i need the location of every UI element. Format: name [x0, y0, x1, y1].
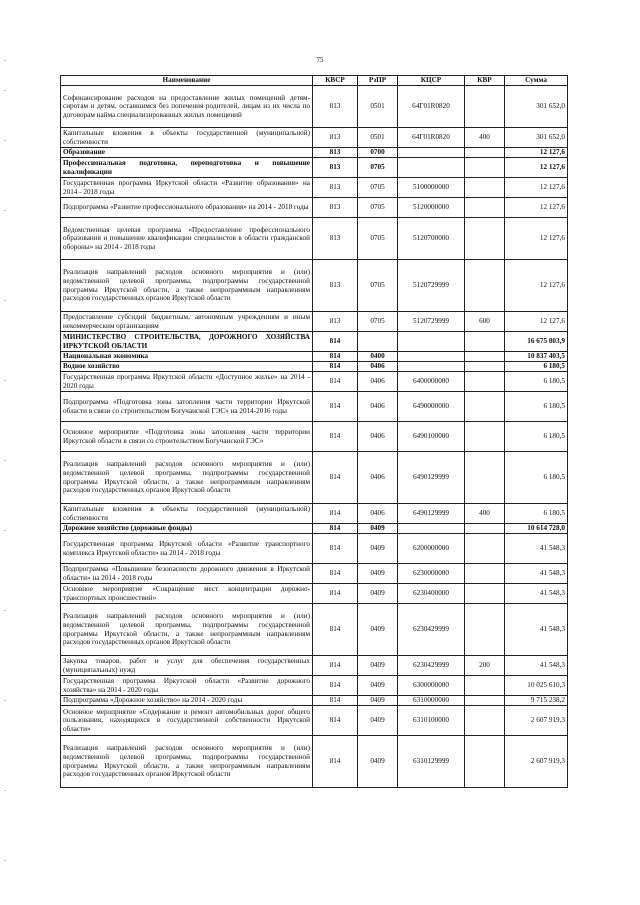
cell-kvsr: 814 — [313, 504, 358, 524]
cell-kvr — [465, 218, 505, 260]
cell-sum: 12 127,6 — [505, 148, 568, 158]
cell-sum: 12 127,6 — [505, 178, 568, 198]
cell-rzpr: 0409 — [358, 534, 398, 564]
cell-name: Реализация направлений расходов основного мероприятия и (или) ведомственной целевой программы, подпрограммы государственной программы Иркутской области, а также непрограммным направлениям расходов государственных органов Иркутской области — [61, 604, 313, 656]
cell-kvsr: 814 — [313, 372, 358, 392]
header-kvr: КВР — [465, 76, 505, 86]
cell-kcsr: 5120000000 — [398, 198, 465, 218]
table-row — [61, 352, 568, 362]
table-row — [61, 86, 568, 128]
cell-name: Государственная программа Иркутской области «Развитие дорожного хозяйства» на 2014 - 2020 годы — [61, 676, 313, 696]
header-kcsr: КЦСР — [398, 76, 465, 86]
cell-rzpr: 0409 — [358, 524, 398, 534]
cell-rzpr: 0501 — [358, 128, 398, 148]
cell-kvsr: 813 — [313, 86, 358, 128]
table-row — [61, 260, 568, 312]
header-kvsr: КВСР — [313, 76, 358, 86]
cell-kcsr — [398, 352, 465, 362]
cell-name: Основное мероприятие «Содержание и ремонт автомобильных дорог общего пользования, находящихся в государственной собственности Иркутской области» — [61, 706, 313, 736]
cell-kvsr: 813 — [313, 158, 358, 178]
cell-rzpr: 0406 — [358, 362, 398, 372]
cell-sum: 2 607 919,3 — [505, 736, 568, 788]
table-row — [61, 198, 568, 218]
cell-name: Национальная экономика — [61, 352, 313, 362]
cell-kcsr — [398, 158, 465, 178]
header-rzpr: РзПР — [358, 76, 398, 86]
cell-kcsr: 6310000000 — [398, 696, 465, 706]
cell-sum: 16 675 803,9 — [505, 332, 568, 352]
cell-kcsr: 6490100000 — [398, 422, 465, 452]
cell-kcsr: 6200000000 — [398, 534, 465, 564]
cell-kvsr: 814 — [313, 534, 358, 564]
cell-sum: 6 180,5 — [505, 504, 568, 524]
header-sum: Сумма — [505, 76, 568, 86]
cell-sum: 10 614 728,0 — [505, 524, 568, 534]
cell-kvsr: 814 — [313, 524, 358, 534]
cell-kcsr: 6400000000 — [398, 372, 465, 392]
cell-kvr — [465, 524, 505, 534]
cell-rzpr: 0400 — [358, 352, 398, 362]
table-row — [61, 706, 568, 736]
cell-name: Закупка товаров, работ и услуг для обеспечения государственных (муниципальных) нужд — [61, 656, 313, 676]
cell-sum: 41 548,3 — [505, 564, 568, 584]
table-row — [61, 676, 568, 696]
cell-kcsr: 6490129999 — [398, 452, 465, 504]
table-row — [61, 736, 568, 788]
table-header-row — [61, 76, 568, 86]
cell-kvsr: 813 — [313, 128, 358, 148]
cell-kvr: 600 — [465, 312, 505, 332]
cell-kcsr — [398, 524, 465, 534]
cell-kvsr: 814 — [313, 676, 358, 696]
cell-kcsr: 5100000000 — [398, 178, 465, 198]
table-row — [61, 362, 568, 372]
cell-sum: 41 548,3 — [505, 604, 568, 656]
cell-name: Дорожное хозяйство (дорожные фонды) — [61, 524, 313, 534]
cell-kvr — [465, 534, 505, 564]
header-name: Наименование — [61, 76, 313, 86]
cell-rzpr: 0406 — [358, 372, 398, 392]
cell-name: Реализация направлений расходов основного мероприятия и (или) ведомственной целевой программы, подпрограммы государственной программы Иркутской области, а также непрограммным направлениям расходов государственных органов Иркутской области — [61, 452, 313, 504]
cell-kvr — [465, 696, 505, 706]
cell-sum: 12 127,6 — [505, 260, 568, 312]
cell-sum: 41 548,3 — [505, 656, 568, 676]
cell-name: Капитальные вложения в объекты государственной (муниципальной) собственности — [61, 128, 313, 148]
table-row — [61, 312, 568, 332]
cell-sum: 301 652,0 — [505, 128, 568, 148]
table-row — [61, 604, 568, 656]
cell-name: Подпрограмма «Дорожное хозяйство» на 2014 - 2020 годы — [61, 696, 313, 706]
cell-name: Государственная программа Иркутской области «Развитие образования» на 2014 - 2018 годы — [61, 178, 313, 198]
cell-rzpr: 0705 — [358, 198, 398, 218]
table-row — [61, 696, 568, 706]
cell-kvr — [465, 158, 505, 178]
cell-kvsr: 814 — [313, 656, 358, 676]
cell-name: Государственная программа Иркутской области «Развитие транспортного комплекса Иркутской области» на 2014 - 2018 годы — [61, 534, 313, 564]
cell-kvsr: 813 — [313, 178, 358, 198]
cell-name: МИНИСТЕРСТВО СТРОИТЕЛЬСТВА, ДОРОЖНОГО ХОЗЯЙСТВА ИРКУТСКОЙ ОБЛАСТИ — [61, 332, 313, 352]
cell-kvr — [465, 362, 505, 372]
cell-rzpr: 0409 — [358, 656, 398, 676]
cell-kvr — [465, 372, 505, 392]
table-row — [61, 564, 568, 584]
cell-kvsr: 814 — [313, 352, 358, 362]
cell-sum: 10 837 403,5 — [505, 352, 568, 362]
cell-sum: 6 180,5 — [505, 362, 568, 372]
table-row — [61, 422, 568, 452]
cell-kvsr: 814 — [313, 332, 358, 352]
cell-name: Подпрограмма «Повышение безопасности дорожного движения в Иркутской области» на 2014 - 2018 годы — [61, 564, 313, 584]
cell-kvsr: 814 — [313, 452, 358, 504]
table-row — [61, 524, 568, 534]
cell-kvsr: 813 — [313, 312, 358, 332]
cell-kvr — [465, 706, 505, 736]
cell-name: Водное хозяйство — [61, 362, 313, 372]
page-number: 75 — [316, 56, 324, 64]
table-row — [61, 148, 568, 158]
cell-kcsr: 6230400000 — [398, 584, 465, 604]
cell-kcsr: 6310129999 — [398, 736, 465, 788]
table-row — [61, 372, 568, 392]
cell-kvsr: 814 — [313, 362, 358, 372]
table-row — [61, 656, 568, 676]
cell-name: Капитальные вложения в объекты государственной (муниципальной) собственности — [61, 504, 313, 524]
cell-sum: 10 025 610,3 — [505, 676, 568, 696]
cell-kvr — [465, 148, 505, 158]
table-row — [61, 128, 568, 148]
cell-name: Предоставление субсидий бюджетным, автономным учреждениям и иным некоммерческим организациям — [61, 312, 313, 332]
cell-sum: 12 127,6 — [505, 158, 568, 178]
cell-kvr — [465, 392, 505, 422]
table-row — [61, 534, 568, 564]
cell-name: Реализация направлений расходов основного мероприятия и (или) ведомственной целевой программы, подпрограммы государственной программы Иркутской области, а также непрограммным направлениям расходов государственных органов Иркутской области — [61, 260, 313, 312]
table-body — [61, 86, 568, 788]
cell-kvr — [465, 178, 505, 198]
cell-kvr — [465, 422, 505, 452]
table-row — [61, 178, 568, 198]
cell-rzpr: 0705 — [358, 218, 398, 260]
cell-rzpr: 0409 — [358, 676, 398, 696]
cell-kvr — [465, 604, 505, 656]
cell-rzpr: 0409 — [358, 696, 398, 706]
cell-name: Реализация направлений расходов основного мероприятия и (или) ведомственной целевой программы, подпрограммы государственной программы Иркутской области, а также непрограммным направлениям расходов государственных органов Иркутской области — [61, 736, 313, 788]
cell-name: Основное мероприятие «Сокращение мест концентрации дорожно-транспортных происшествий» — [61, 584, 313, 604]
cell-kvr — [465, 584, 505, 604]
cell-kcsr: 6310100000 — [398, 706, 465, 736]
cell-kcsr — [398, 362, 465, 372]
cell-kcsr — [398, 332, 465, 352]
cell-kcsr: 6490129999 — [398, 504, 465, 524]
cell-rzpr: 0409 — [358, 584, 398, 604]
cell-kvsr: 814 — [313, 706, 358, 736]
cell-rzpr: 0409 — [358, 604, 398, 656]
cell-sum: 2 607 919,3 — [505, 706, 568, 736]
cell-sum: 6 180,5 — [505, 422, 568, 452]
cell-kvr — [465, 452, 505, 504]
cell-rzpr: 0406 — [358, 392, 398, 422]
cell-kvsr: 813 — [313, 148, 358, 158]
cell-kvr: 200 — [465, 656, 505, 676]
cell-kvr — [465, 332, 505, 352]
cell-kvr — [465, 564, 505, 584]
cell-rzpr: 0409 — [358, 736, 398, 788]
cell-kvsr: 814 — [313, 564, 358, 584]
cell-kvr — [465, 86, 505, 128]
table-row — [61, 332, 568, 352]
cell-kcsr: 5120700000 — [398, 218, 465, 260]
cell-kvsr: 813 — [313, 260, 358, 312]
cell-kcsr: 6230429999 — [398, 656, 465, 676]
table-row — [61, 584, 568, 604]
cell-rzpr: 0700 — [358, 148, 398, 158]
cell-name: Подпрограмма «Подготовка зоны затопления части территории Иркутской области в связи со строительством Богучанской ГЭС» на 2014-2016 годы — [61, 392, 313, 422]
cell-kvsr: 814 — [313, 584, 358, 604]
cell-sum: 6 180,5 — [505, 452, 568, 504]
cell-rzpr: 0406 — [358, 422, 398, 452]
cell-rzpr — [358, 332, 398, 352]
cell-kvr — [465, 260, 505, 312]
budget-table — [60, 75, 568, 788]
cell-kvsr: 814 — [313, 604, 358, 656]
cell-sum: 6 180,5 — [505, 392, 568, 422]
cell-name: Подпрограмма «Развитие профессионального образования» на 2014 - 2018 годы — [61, 198, 313, 218]
cell-rzpr: 0406 — [358, 452, 398, 504]
cell-rzpr: 0705 — [358, 260, 398, 312]
cell-rzpr: 0406 — [358, 504, 398, 524]
cell-kvr — [465, 198, 505, 218]
cell-sum: 9 715 238,2 — [505, 696, 568, 706]
cell-name: Софинансирование расходов на предоставление жилых помещений детям-сиротам и детям, оставшимся без попечения родителей, лицам из их числа по договорам найма специализированных жилых помещений — [61, 86, 313, 128]
cell-name: Государственная программа Иркутской области «Доступное жилье» на 2014 - 2020 годы — [61, 372, 313, 392]
cell-name: Основное мероприятие «Подготовка зоны затопления части территории Иркутской области в связи со строительством Богучанской ГЭС» — [61, 422, 313, 452]
cell-kcsr — [398, 148, 465, 158]
cell-rzpr: 0409 — [358, 706, 398, 736]
cell-kvsr: 814 — [313, 696, 358, 706]
cell-kvsr: 814 — [313, 736, 358, 788]
cell-kcsr: 6230000000 — [398, 564, 465, 584]
cell-sum: 301 652,0 — [505, 86, 568, 128]
cell-name: Профессиональная подготовка, переподготовка и повышение квалификации — [61, 158, 313, 178]
cell-kcsr: 6490000000 — [398, 392, 465, 422]
cell-rzpr: 0409 — [358, 564, 398, 584]
cell-kvsr: 814 — [313, 422, 358, 452]
cell-rzpr: 0501 — [358, 86, 398, 128]
cell-sum: 12 127,6 — [505, 198, 568, 218]
cell-kvsr: 813 — [313, 218, 358, 260]
table-row — [61, 392, 568, 422]
cell-sum: 6 180,5 — [505, 372, 568, 392]
cell-kcsr: 64Г01R0820 — [398, 86, 465, 128]
cell-kcsr: 6300000000 — [398, 676, 465, 696]
cell-kcsr: 64Г01R0820 — [398, 128, 465, 148]
cell-kcsr: 5120729999 — [398, 312, 465, 332]
cell-rzpr: 0705 — [358, 158, 398, 178]
table-row — [61, 218, 568, 260]
table-row — [61, 158, 568, 178]
cell-sum: 41 548,3 — [505, 534, 568, 564]
cell-kvsr: 813 — [313, 198, 358, 218]
cell-kvsr: 814 — [313, 392, 358, 422]
cell-sum: 12 127,6 — [505, 218, 568, 260]
cell-kvr — [465, 676, 505, 696]
cell-rzpr: 0705 — [358, 312, 398, 332]
cell-kvr: 400 — [465, 128, 505, 148]
cell-kcsr: 5120729999 — [398, 260, 465, 312]
cell-kcsr: 6230429999 — [398, 604, 465, 656]
cell-kvr — [465, 352, 505, 362]
cell-kvr — [465, 736, 505, 788]
cell-rzpr: 0705 — [358, 178, 398, 198]
cell-kvr: 400 — [465, 504, 505, 524]
cell-name: Образование — [61, 148, 313, 158]
cell-name: Ведомственная целевая программа «Предоставление профессионального образования и повышение квалификации специалистов в области гражданской обороны» на 2014 - 2018 годы — [61, 218, 313, 260]
cell-sum: 12 127,6 — [505, 312, 568, 332]
table-row — [61, 452, 568, 504]
table-row — [61, 504, 568, 524]
cell-sum: 41 548,3 — [505, 584, 568, 604]
scan-edge-marks — [4, 0, 7, 905]
